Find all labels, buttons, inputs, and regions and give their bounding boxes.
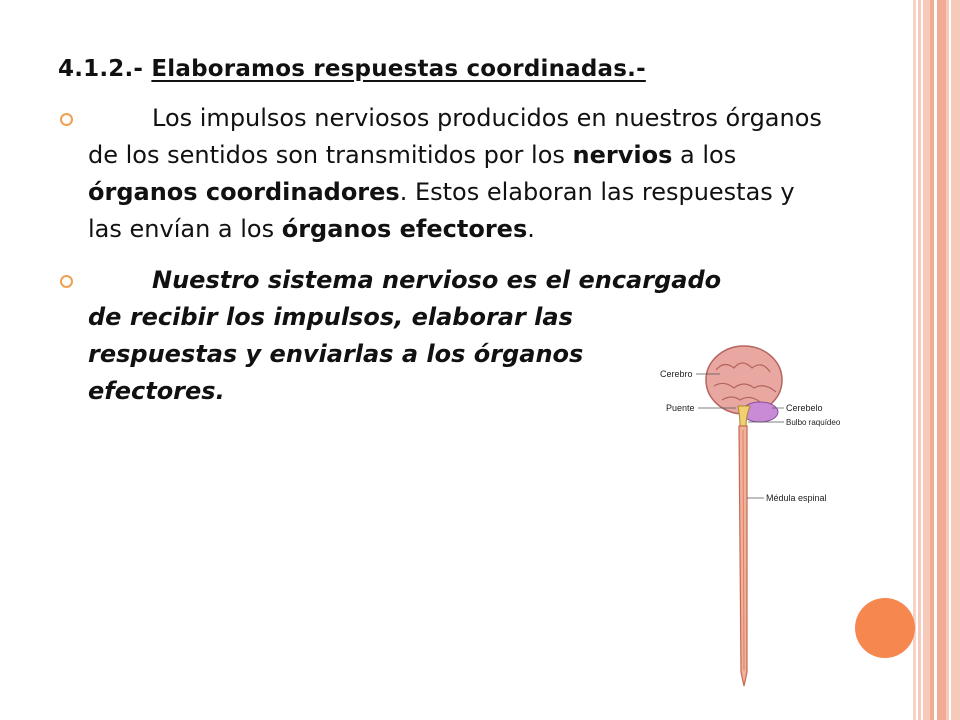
- bullet-1-text: [88, 104, 822, 243]
- title-number: 4.1.2.-: [58, 56, 144, 82]
- bullet-2-line-2: de recibir los impulsos, elaborar las: [88, 303, 573, 331]
- bold-term: nervios: [572, 141, 673, 169]
- label-cerebellum: Cerebelo: [786, 403, 823, 413]
- label-pons: Puente: [666, 403, 695, 413]
- bullet-item: [58, 100, 828, 248]
- frame-decoration: [934, 0, 937, 720]
- bullet-ring-icon: [60, 113, 73, 126]
- frame-decoration: [913, 0, 916, 720]
- bold-term: órganos coordinadores: [88, 178, 400, 206]
- slide-title: [58, 56, 818, 82]
- frame-decoration: [930, 0, 946, 720]
- bullet-2-line-4: efectores.: [88, 377, 225, 405]
- label-brain: Cerebro: [660, 369, 693, 379]
- accent-circle: [855, 598, 915, 658]
- bullet-ring-icon: [60, 275, 73, 288]
- title-text: Elaboramos respuestas coordinadas.-: [151, 56, 646, 82]
- text-run: .: [527, 215, 535, 243]
- nervous-system-diagram: [660, 340, 860, 690]
- text-run: a los: [672, 141, 737, 169]
- text-run: . Estos elaboran las respuestas y las envían a los: [88, 178, 795, 243]
- frame-decoration: [921, 0, 923, 720]
- bold-term: órganos efectores: [281, 215, 528, 243]
- bullet-2-line-3: respuestas y enviarlas a los órganos: [88, 340, 584, 368]
- text-run: Los impulsos nerviosos producidos en nuestros órganos de los sentidos son transmitidos por los: [88, 104, 822, 169]
- bullet-2-line-1: Nuestro sistema nervioso es el encargado: [152, 266, 722, 294]
- label-spinal-cord: Médula espinal: [766, 493, 827, 503]
- label-medulla: Bulbo raquídeo: [786, 418, 841, 427]
- frame-decoration: [949, 0, 951, 720]
